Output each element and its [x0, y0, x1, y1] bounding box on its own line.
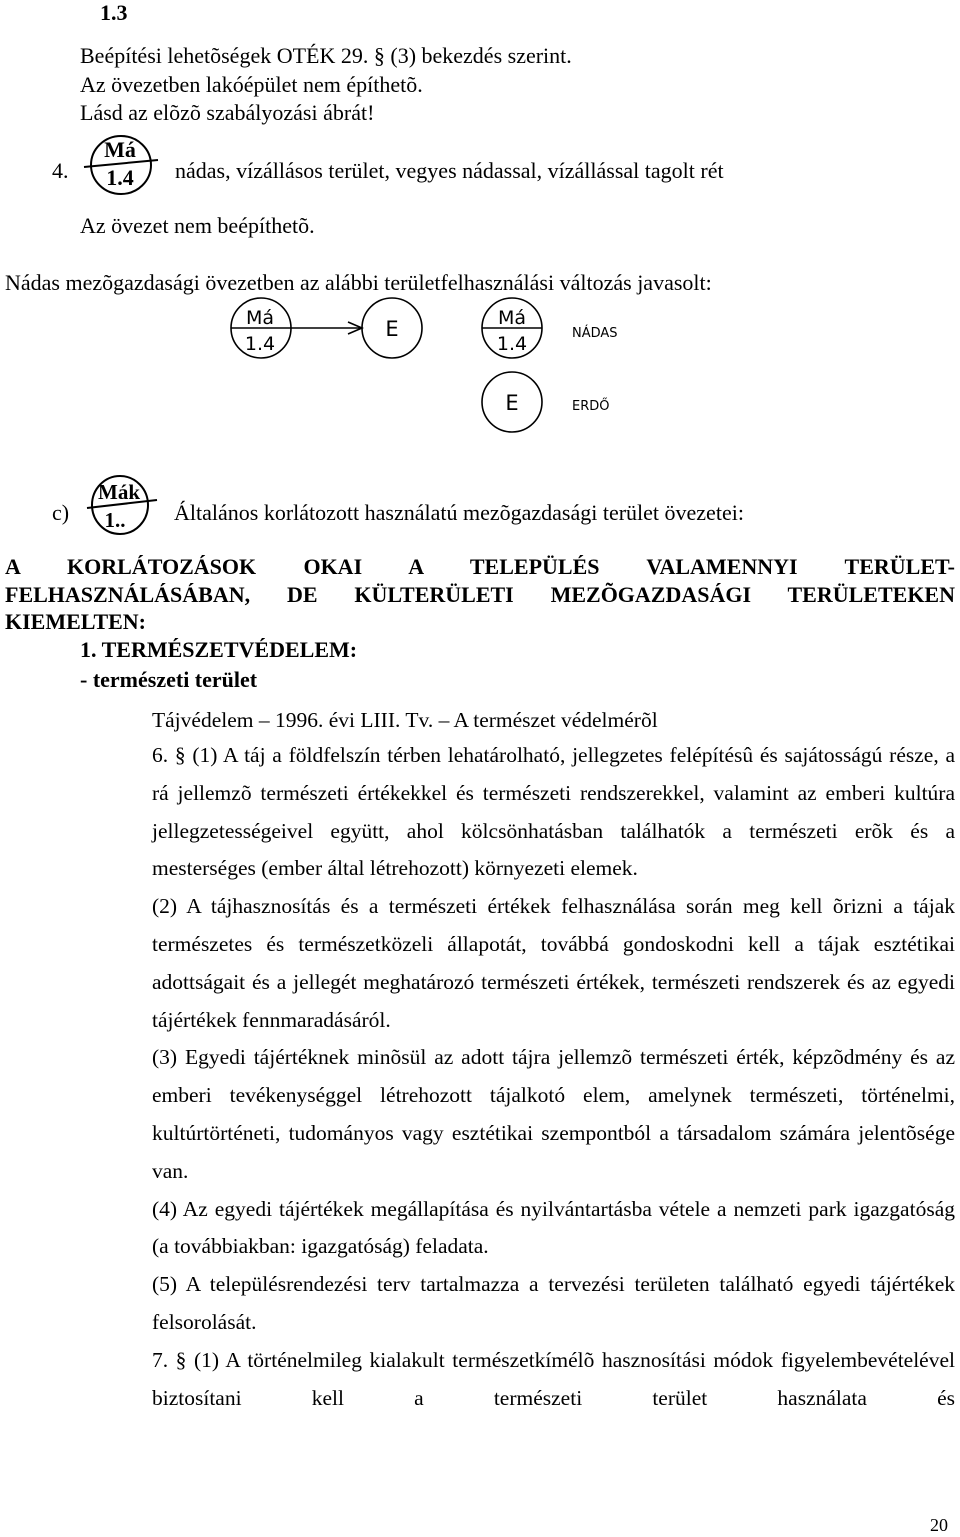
- to-zone-text: E: [385, 317, 399, 341]
- change-intro-text: Nádas mezõgazdasági övezetben az alábbi területfelhasználási változás javasolt:: [5, 270, 712, 295]
- item-c-description: Általános korlátozott használatú mezõgazdasági terület övezetei:: [174, 500, 744, 525]
- law-paragraph-6-3: (3) Egyedi tájértéknek minõsül az adott tájra jellemzõ természeti érték, képzõdmény és az emberi tevékenységgel létrehozott tájalkotó elem, amelynek természeti, történelmi, kultúrtörténeti, tudományos vagy esztétikai szempontból a társadalom számára jelentõsége van.: [152, 1045, 955, 1183]
- law-paragraph-6-5: (5) A településrendezési terv tartalmazza a tervezési területen található egyedi tájértékek felsorolását.: [152, 1272, 955, 1334]
- not-buildable-text: Az övezet nem beépíthetõ.: [80, 213, 315, 238]
- from-zone-bottom: 1.4: [244, 333, 276, 355]
- legend-erdo-symbol: E: [505, 391, 519, 415]
- zone-symbol-ma-1-4: [80, 130, 166, 200]
- mak-symbol-top: Mák: [98, 480, 140, 504]
- caps-line-1: A KORLÁTOZÁSOK OKAI A TELEPÜLÉS VALAMENNYI TERÜLET-: [5, 554, 955, 579]
- law-paragraph-6-4: (4) Az egyedi tájértékek megállapítása és nyilvántartásba vétele a nemzeti park igazgatóság (a továbbiakban: igazgatóság) feladata.: [152, 1196, 955, 1259]
- law-body: [152, 737, 955, 1417]
- page-number: 20: [930, 1515, 948, 1535]
- law-paragraph-6-2: (2) A tájhasznosítás és a természeti értékek felhasználása során meg kell õrizni a tájak természetes és természetközeli állapotát, továbbá gondoskodni kell a tájak esztétikai adottságait és a jellegét meghatározó természeti értékek, természeti rendszerek és az egyedi tájértékek fennmaradásáról.: [152, 894, 955, 1032]
- intro-line-2: Az övezetben lakóépület nem építhetõ.: [80, 72, 423, 97]
- subsection-natural-area: - természeti terület: [80, 667, 258, 692]
- intro-line-3: Lásd az elõzõ szabályozási ábrát!: [80, 100, 375, 125]
- intro-line-1: Beépítési lehetõségek OTÉK 29. § (3) bekezdés szerint.: [80, 43, 572, 68]
- law-paragraph-6-1: 6. § (1) A táj a földfelszín térben lehatárolható, jellegzetes felépítésû és sajátosságú része, a rá jellemzõ természeti értékekkel és természeti rendszerekkel, valamint az emberi kultúra jellegzetességeivel együtt, ahol kölcsönhatásban találhatók a természeti erõk és a mesterséges (ember által létrehozott) környezeti elemek.: [152, 743, 955, 881]
- legend-nadas-bottom: 1.4: [496, 333, 528, 355]
- legend-erdo-label: ERDŐ: [572, 399, 610, 414]
- caps-line-2: FELHASZNÁLÁSÁBAN, DE KÜLTERÜLETI MEZÕGAZDASÁGI TERÜLETEKEN: [5, 582, 955, 607]
- law-title: Tájvédelem – 1996. évi LIII. Tv. – A természet védelmérõl: [152, 708, 658, 732]
- zone-symbol-bottom-text: 1.4: [106, 165, 134, 190]
- land-use-change-diagram: [222, 296, 642, 436]
- zone-symbol-mak: [85, 470, 161, 540]
- zone-symbol-top-text: Má: [104, 137, 136, 162]
- legend-nadas-label: NÁDAS: [572, 326, 618, 341]
- from-zone-top: Má: [245, 307, 275, 329]
- item-4-description: nádas, vízállásos terület, vegyes nádassal, vízállással tagolt rét: [175, 158, 724, 183]
- section-number: 1.3: [100, 0, 128, 25]
- law-paragraph-7-1: 7. § (1) A történelmileg kialakult természetkímélõ hasznosítási módok figyelembevételével biztosítani kell a természeti terület használata és: [152, 1347, 955, 1410]
- item-4-number: 4.: [52, 158, 69, 183]
- section-natural-protection: 1. TERMÉSZETVÉDELEM:: [80, 637, 358, 662]
- caps-line-3: KIEMELTEN:: [5, 609, 147, 634]
- mak-symbol-bottom: 1..: [104, 508, 126, 532]
- item-c-label: c): [52, 500, 70, 525]
- legend-nadas-top: Má: [497, 307, 527, 329]
